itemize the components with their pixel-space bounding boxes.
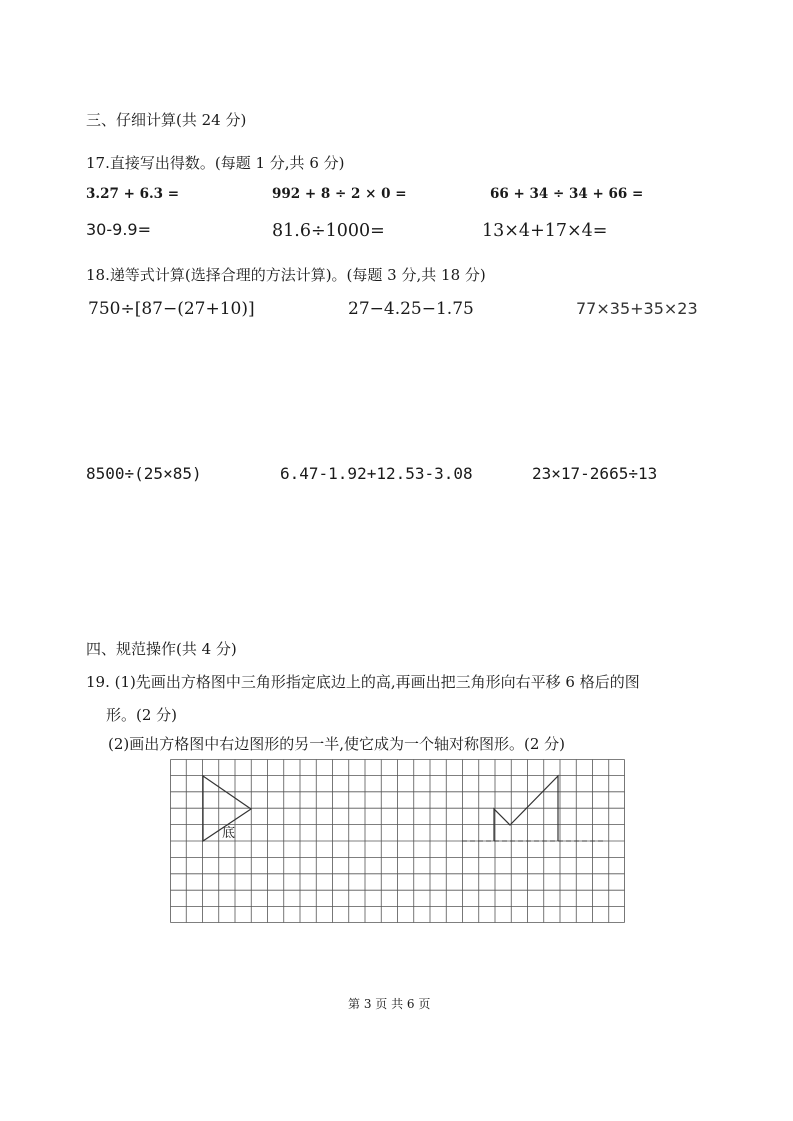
q18-item-5: 6.47-1.92+12.53-3.08 — [280, 464, 473, 483]
q19-line1: 19. (1)先画出方格图中三角形指定底边上的高,再画出把三角形向右平移 6 格后的图 — [86, 673, 640, 691]
q18-item-4: 8500÷(25×85) — [86, 464, 202, 483]
q17-item-5: 81.6÷1000= — [272, 221, 385, 241]
base-label: 底 — [222, 826, 236, 841]
q18-item-1: 750÷[87−(27+10)] — [88, 299, 255, 319]
section4-title: 四、规范操作(共 4 分) — [86, 640, 237, 658]
q17-item-4: 30-9.9= — [86, 220, 151, 239]
q18-item-6: 23×17-2665÷13 — [532, 464, 658, 483]
grid-lines — [171, 760, 625, 923]
section3-title: 三、仔细计算(共 24 分) — [86, 111, 247, 129]
q17-item-2: 992 + 8 ÷ 2 × 0 = — [272, 186, 407, 202]
q19-line3: (2)画出方格图中右边图形的另一半,使它成为一个轴对称图形。(2 分) — [108, 735, 566, 753]
q18-title: 18.递等式计算(选择合理的方法计算)。(每题 3 分,共 18 分) — [86, 266, 486, 284]
q17-item-1: 3.27 + 6.3 = — [86, 186, 180, 202]
q19-line2: 形。(2 分) — [106, 706, 178, 724]
q18-item-2: 27−4.25−1.75 — [348, 299, 474, 319]
q17-item-3: 66 + 34 ÷ 34 + 66 = — [490, 186, 644, 202]
q17-item-6: 13×4+17×4= — [482, 221, 608, 241]
q18-item-3: 77×35+35×23 — [576, 299, 698, 318]
page-footer: 第 3 页 共 6 页 — [348, 997, 431, 1011]
grid-svg — [170, 759, 625, 923]
grid-figure — [170, 759, 625, 923]
q17-title: 17.直接写出得数。(每题 1 分,共 6 分) — [86, 154, 345, 172]
